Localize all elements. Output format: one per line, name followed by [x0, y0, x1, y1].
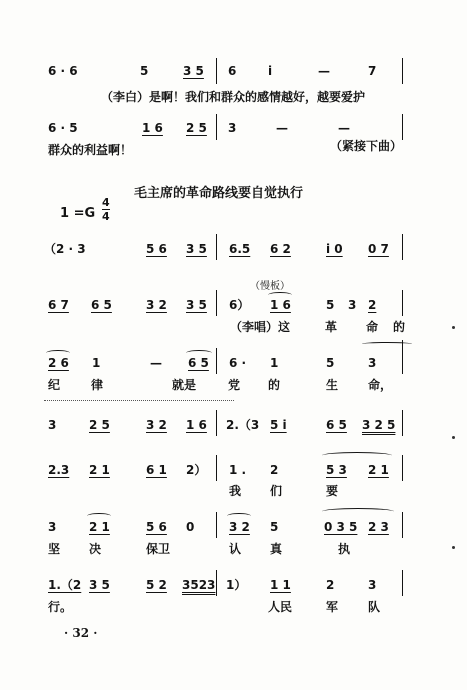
note: — — [318, 64, 330, 78]
slur — [46, 350, 70, 356]
scan-mark — [452, 326, 455, 329]
note: 6 5 — [326, 418, 347, 432]
barline — [216, 234, 217, 260]
barline — [402, 340, 403, 374]
lyric: 军 — [326, 600, 339, 614]
note: 7 — [368, 64, 377, 78]
dotted-line — [44, 400, 234, 401]
note: 6 — [228, 64, 237, 78]
barline — [402, 114, 403, 140]
note: 5 6 — [146, 242, 167, 256]
note: i — [268, 64, 273, 78]
note: 5 3 — [326, 463, 347, 477]
lyric: 党 — [228, 378, 241, 392]
barline — [402, 570, 403, 596]
note: 3 5 — [186, 298, 207, 312]
note: 3 2 — [146, 298, 167, 312]
barline — [216, 348, 217, 374]
slur — [268, 292, 292, 298]
tempo-marking: （慢板） — [250, 281, 290, 292]
note: 3 2 — [229, 520, 250, 534]
slur — [186, 350, 212, 356]
note: 6 7 — [48, 298, 69, 312]
note: 2 6 — [48, 356, 69, 370]
barline — [216, 410, 217, 436]
lyric: 革 — [325, 320, 338, 334]
lyric: 命 — [366, 320, 379, 334]
note: 3 2 5 — [362, 418, 396, 432]
lyric-line: （李白）是啊！我们和群众的感情越好，越要爱护 — [101, 90, 366, 104]
barline — [216, 570, 217, 596]
lyric: 真 — [270, 542, 283, 556]
barline — [216, 290, 217, 316]
barline — [402, 290, 403, 316]
key-signature: 1 =G — [60, 206, 96, 221]
slur — [227, 513, 251, 519]
barline — [402, 512, 403, 538]
lyric: 律 — [91, 378, 104, 392]
note: 3 — [48, 418, 57, 432]
note: 3 — [368, 356, 377, 370]
scan-mark — [452, 546, 455, 549]
note: 2 — [368, 298, 377, 312]
note: 5 6 — [146, 520, 167, 534]
page-number: · 32 · — [64, 626, 98, 640]
note: 3 — [48, 520, 57, 534]
note: 1 1 — [270, 578, 291, 592]
note: 2 — [326, 578, 335, 592]
note: 2 3 — [368, 520, 389, 534]
note: 6 1 — [146, 463, 167, 477]
slur — [362, 342, 412, 346]
lyric-line: （紧接下曲） — [330, 139, 403, 153]
song-title: 毛主席的革命路线要自觉执行 — [134, 186, 304, 201]
note: 3 5 — [183, 64, 204, 78]
note: 1） — [226, 578, 247, 592]
note: 6 5 — [188, 356, 209, 370]
note: 1 — [270, 356, 279, 370]
time-signature-bottom: 4 — [102, 210, 110, 223]
note: 6 5 — [91, 298, 112, 312]
note: 5 2 — [146, 578, 167, 592]
lyric: 决 — [89, 542, 102, 556]
note: 2.3 — [48, 463, 70, 477]
note: 6） — [229, 298, 250, 312]
note: 5 — [326, 298, 335, 312]
note: 6 · 5 — [48, 121, 78, 135]
lyric: 们 — [270, 484, 283, 498]
note: 5 — [140, 64, 149, 78]
note: 1.（2 — [48, 578, 82, 592]
note: 3 — [368, 578, 377, 592]
note: 3 2 — [146, 418, 167, 432]
note: 5 i — [270, 418, 287, 432]
note: 1 . — [229, 463, 247, 477]
slur — [322, 452, 392, 459]
note: 3 — [348, 298, 357, 312]
lyric: 纪 — [48, 378, 61, 392]
lyric: 坚 — [48, 542, 61, 556]
note: 2.（3 — [226, 418, 260, 432]
barline — [402, 58, 403, 84]
note: 1 — [92, 356, 101, 370]
note: 3 — [228, 121, 237, 135]
barline — [216, 58, 217, 84]
note: 2 1 — [89, 520, 110, 534]
lyric: （李唱）这 — [230, 320, 291, 334]
note: 0 7 — [368, 242, 389, 256]
time-signature-top: 4 — [102, 196, 110, 209]
barline — [402, 234, 403, 260]
barline — [216, 114, 217, 140]
note: 5 — [326, 356, 335, 370]
note: — — [150, 356, 162, 370]
note: 6 · 6 — [48, 64, 78, 78]
scan-mark — [452, 436, 455, 439]
note: 2 5 — [186, 121, 207, 135]
slur — [322, 508, 394, 515]
note: i 0 — [326, 242, 343, 256]
note: 6 2 — [270, 242, 291, 256]
note: 2 5 — [89, 418, 110, 432]
lyric: 我 — [229, 484, 242, 498]
lyric: 保卫 — [146, 542, 171, 556]
lyric: 要 — [326, 484, 339, 498]
note: 2 1 — [89, 463, 110, 477]
lyric-line: 群众的利益啊！ — [48, 143, 133, 157]
note: 2 — [270, 463, 279, 477]
barline — [216, 455, 217, 481]
slur — [87, 513, 111, 519]
note: 1 6 — [142, 121, 163, 135]
note: 3 5 — [89, 578, 110, 592]
note: 0 3 5 — [324, 520, 358, 534]
lyric: 的 — [268, 378, 281, 392]
note: 2 1 — [368, 463, 389, 477]
note: 2） — [186, 463, 207, 477]
note: 6.5 — [229, 242, 251, 256]
note: 3 5 — [186, 242, 207, 256]
note: 3523 — [182, 578, 216, 592]
note: 5 — [270, 520, 279, 534]
lyric: 就是 — [172, 378, 197, 392]
note: 1 6 — [186, 418, 207, 432]
lyric: 人民 — [268, 600, 293, 614]
note: 0 — [186, 520, 195, 534]
lyric: 队 — [368, 600, 381, 614]
lyric: 行。 — [48, 600, 73, 614]
lyric: 执 — [338, 542, 351, 556]
note: 6 · — [229, 356, 247, 370]
note: （2 · 3 — [44, 242, 86, 256]
barline — [402, 410, 403, 436]
barline — [402, 455, 403, 481]
lyric: 的 — [393, 320, 406, 334]
note: — — [276, 121, 288, 135]
lyric: 认 — [229, 542, 242, 556]
lyric: 生 — [326, 378, 339, 392]
barline — [216, 512, 217, 538]
note: — — [338, 121, 350, 135]
lyric: 命， — [368, 378, 393, 392]
note: 1 6 — [270, 298, 291, 312]
